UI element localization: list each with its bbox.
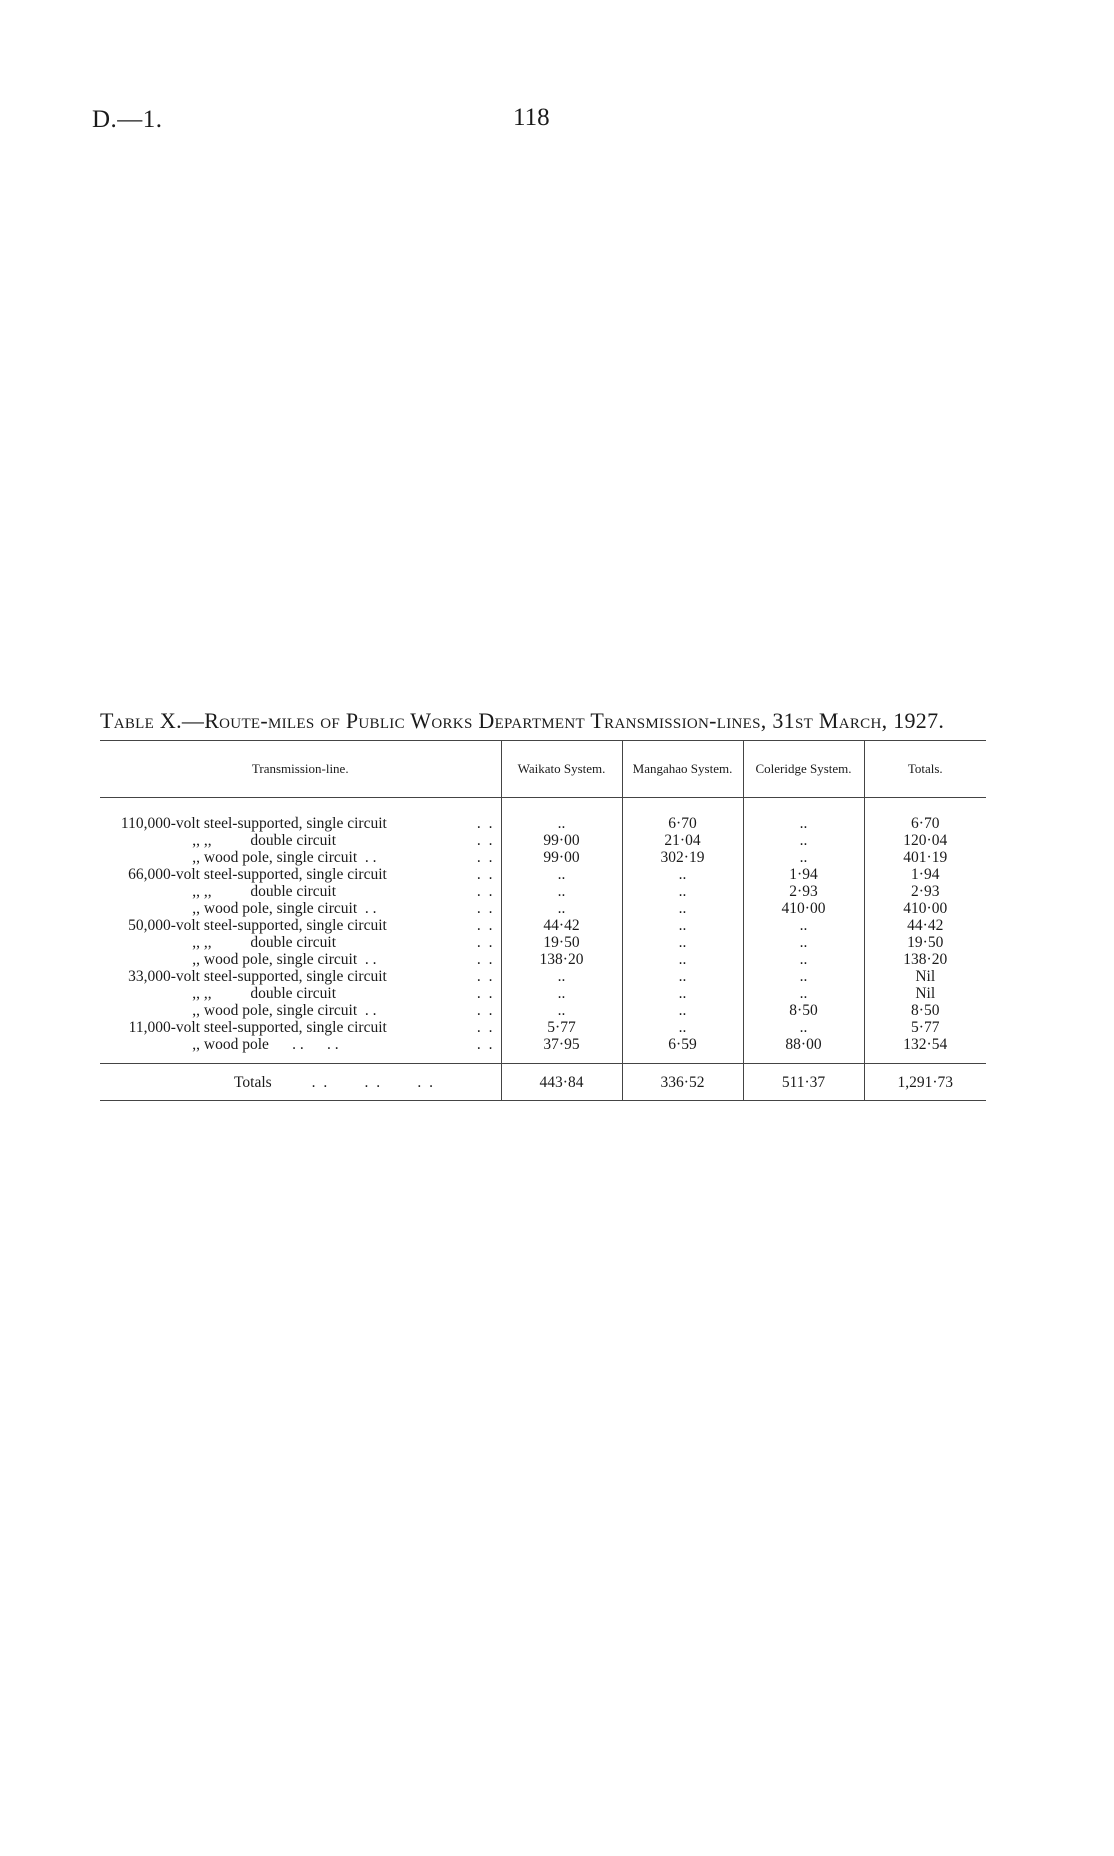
- totals-cell-mangahao: 336·52: [622, 1064, 743, 1101]
- cell-total: 8·50: [864, 1002, 986, 1019]
- row-leader-dots: . .: [476, 1002, 495, 1019]
- cell-waikato: 99·00: [501, 832, 622, 849]
- row-line-type: steel-supported, single circuit: [203, 1019, 387, 1036]
- cell-total: 120·04: [864, 832, 986, 849]
- row-leader-dots: . .: [476, 832, 495, 849]
- row-voltage: ,,: [192, 832, 200, 849]
- cell-total: 5·77: [864, 1019, 986, 1036]
- cell-coleridge: ..: [743, 917, 864, 934]
- cell-coleridge: 410·00: [743, 900, 864, 917]
- row-leader-dots: . .: [476, 883, 495, 900]
- cell-mangahao: ..: [622, 1002, 743, 1019]
- cell-waikato: ..: [501, 968, 622, 985]
- row-line-type: steel-supported, single circuit: [203, 968, 387, 985]
- table-row: [100, 883, 986, 900]
- cell-mangahao: ..: [622, 900, 743, 917]
- cell-coleridge: 2·93: [743, 883, 864, 900]
- totals-row: [100, 1064, 986, 1101]
- cell-total: 1·94: [864, 866, 986, 883]
- cell-waikato: 44·42: [501, 917, 622, 934]
- cell-coleridge: ..: [743, 968, 864, 985]
- row-voltage: 11,000-volt: [128, 1019, 200, 1036]
- cell-waikato: 5·77: [501, 1019, 622, 1036]
- row-line-type: wood pole, single circuit . .: [203, 951, 377, 968]
- row-voltage: ,,: [192, 951, 200, 968]
- row-leader-dots: . .: [476, 900, 495, 917]
- cell-waikato: ..: [501, 1002, 622, 1019]
- row-leader-dots: . .: [476, 951, 495, 968]
- cell-mangahao: ..: [622, 934, 743, 951]
- row-leader-dots: . .: [476, 866, 495, 883]
- row-description: [100, 934, 501, 951]
- totals-label-cell: [100, 1064, 501, 1101]
- row-description: [100, 1019, 501, 1036]
- cell-waikato: 99·00: [501, 849, 622, 866]
- row-voltage: 66,000-volt: [128, 866, 200, 883]
- cell-total: 19·50: [864, 934, 986, 951]
- cell-mangahao: 6·70: [622, 815, 743, 832]
- table-row: [100, 849, 986, 866]
- table-row: [100, 1002, 986, 1019]
- row-line-type: ,, double circuit: [203, 883, 337, 900]
- table-row: [100, 951, 986, 968]
- cell-coleridge: 1·94: [743, 866, 864, 883]
- cell-mangahao: ..: [622, 883, 743, 900]
- cell-waikato: ..: [501, 815, 622, 832]
- cell-total: 2·93: [864, 883, 986, 900]
- header-transmission-line: Transmission-line.: [100, 741, 501, 798]
- row-voltage: 50,000-volt: [128, 917, 200, 934]
- header-totals: Totals.: [864, 741, 986, 798]
- row-leader-dots: . .: [476, 968, 495, 985]
- row-line-type: steel-supported, single circuit: [203, 917, 387, 934]
- cell-waikato: ..: [501, 866, 622, 883]
- cell-total: 138·20: [864, 951, 986, 968]
- cell-total: 401·19: [864, 849, 986, 866]
- cell-coleridge: ..: [743, 849, 864, 866]
- cell-mangahao: ..: [622, 866, 743, 883]
- table-row: [100, 1019, 986, 1036]
- row-voltage: ,,: [192, 900, 200, 917]
- table-row: [100, 917, 986, 934]
- table-row: [100, 968, 986, 985]
- page-number: 118: [513, 104, 550, 131]
- cell-total: 44·42: [864, 917, 986, 934]
- cell-mangahao: ..: [622, 951, 743, 968]
- row-leader-dots: . .: [476, 934, 495, 951]
- row-description: [100, 832, 501, 849]
- table-row: [100, 832, 986, 849]
- row-line-type: steel-supported, single circuit: [203, 815, 387, 832]
- table-body: [100, 798, 986, 1101]
- cell-total: 6·70: [864, 815, 986, 832]
- row-voltage: 110,000-volt: [120, 815, 200, 832]
- spacer-row: [100, 1053, 986, 1064]
- totals-cell-coleridge: 511·37: [743, 1064, 864, 1101]
- row-line-type: wood pole, single circuit . .: [203, 900, 377, 917]
- totals-cell-waikato: 443·84: [501, 1064, 622, 1101]
- row-description: [100, 900, 501, 917]
- cell-waikato: ..: [501, 883, 622, 900]
- table-row: [100, 1036, 986, 1053]
- row-description: [100, 1002, 501, 1019]
- row-line-type: wood pole, single circuit . .: [203, 1002, 377, 1019]
- row-leader-dots: . .: [476, 985, 495, 1002]
- row-line-type: wood pole, single circuit . .: [203, 849, 377, 866]
- cell-total: 410·00: [864, 900, 986, 917]
- cell-coleridge: ..: [743, 832, 864, 849]
- row-description: [100, 849, 501, 866]
- cell-waikato: 138·20: [501, 951, 622, 968]
- cell-total: Nil: [864, 985, 986, 1002]
- table-row: [100, 815, 986, 832]
- row-description: [100, 917, 501, 934]
- table-header: [100, 741, 986, 798]
- row-leader-dots: . .: [476, 1019, 495, 1036]
- cell-mangahao: ..: [622, 968, 743, 985]
- row-voltage: ,,: [192, 934, 200, 951]
- row-voltage: ,,: [192, 1002, 200, 1019]
- table-row: [100, 900, 986, 917]
- row-description: [100, 866, 501, 883]
- row-leader-dots: . .: [476, 849, 495, 866]
- cell-waikato: ..: [501, 900, 622, 917]
- row-voltage: ,,: [192, 985, 200, 1002]
- table-title-main: Route-miles of Public Works Department Transmission-lines,: [204, 708, 767, 733]
- cell-coleridge: ..: [743, 815, 864, 832]
- table-title-date: 31st March, 1927.: [772, 708, 945, 733]
- cell-waikato: ..: [501, 985, 622, 1002]
- row-voltage: ,,: [192, 883, 200, 900]
- cell-mangahao: 21·04: [622, 832, 743, 849]
- row-voltage: ,,: [192, 849, 200, 866]
- row-description: [100, 985, 501, 1002]
- table-title: [100, 708, 985, 734]
- table-row: [100, 866, 986, 883]
- table-row: [100, 985, 986, 1002]
- header-mangahao: Mangahao System.: [622, 741, 743, 798]
- totals-leader-dots: . . . . . .: [311, 1073, 436, 1091]
- row-description: [100, 815, 501, 832]
- row-description: [100, 1036, 501, 1053]
- cell-coleridge: 88·00: [743, 1036, 864, 1053]
- document-reference: D.—1.: [92, 106, 163, 133]
- row-description: [100, 951, 501, 968]
- cell-coleridge: ..: [743, 951, 864, 968]
- row-leader-dots: . .: [476, 917, 495, 934]
- cell-coleridge: ..: [743, 1019, 864, 1036]
- cell-coleridge: ..: [743, 934, 864, 951]
- row-line-type: wood pole . . . .: [203, 1036, 339, 1053]
- totals-label: Totals: [234, 1073, 272, 1091]
- row-leader-dots: . .: [476, 1036, 495, 1053]
- row-description: [100, 883, 501, 900]
- cell-coleridge: ..: [743, 985, 864, 1002]
- header-waikato: Waikato System.: [501, 741, 622, 798]
- table-title-prefix: Table X.—: [100, 708, 205, 733]
- header-coleridge: Coleridge System.: [743, 741, 864, 798]
- transmission-table-container: [100, 740, 986, 1101]
- row-description: [100, 968, 501, 985]
- spacer-row: [100, 798, 986, 816]
- row-voltage: 33,000-volt: [128, 968, 200, 985]
- cell-total: 132·54: [864, 1036, 986, 1053]
- cell-waikato: 19·50: [501, 934, 622, 951]
- row-line-type: ,, double circuit: [203, 832, 337, 849]
- row-line-type: ,, double circuit: [203, 985, 337, 1002]
- cell-total: Nil: [864, 968, 986, 985]
- cell-mangahao: ..: [622, 985, 743, 1002]
- cell-mangahao: 6·59: [622, 1036, 743, 1053]
- transmission-table: [100, 740, 986, 1101]
- row-line-type: steel-supported, single circuit: [203, 866, 387, 883]
- cell-mangahao: ..: [622, 1019, 743, 1036]
- cell-waikato: 37·95: [501, 1036, 622, 1053]
- row-voltage: ,,: [192, 1036, 200, 1053]
- row-leader-dots: . .: [476, 815, 495, 832]
- table-row: [100, 934, 986, 951]
- totals-cell-total: 1,291·73: [864, 1064, 986, 1101]
- cell-mangahao: ..: [622, 917, 743, 934]
- cell-mangahao: 302·19: [622, 849, 743, 866]
- cell-coleridge: 8·50: [743, 1002, 864, 1019]
- row-line-type: ,, double circuit: [203, 934, 337, 951]
